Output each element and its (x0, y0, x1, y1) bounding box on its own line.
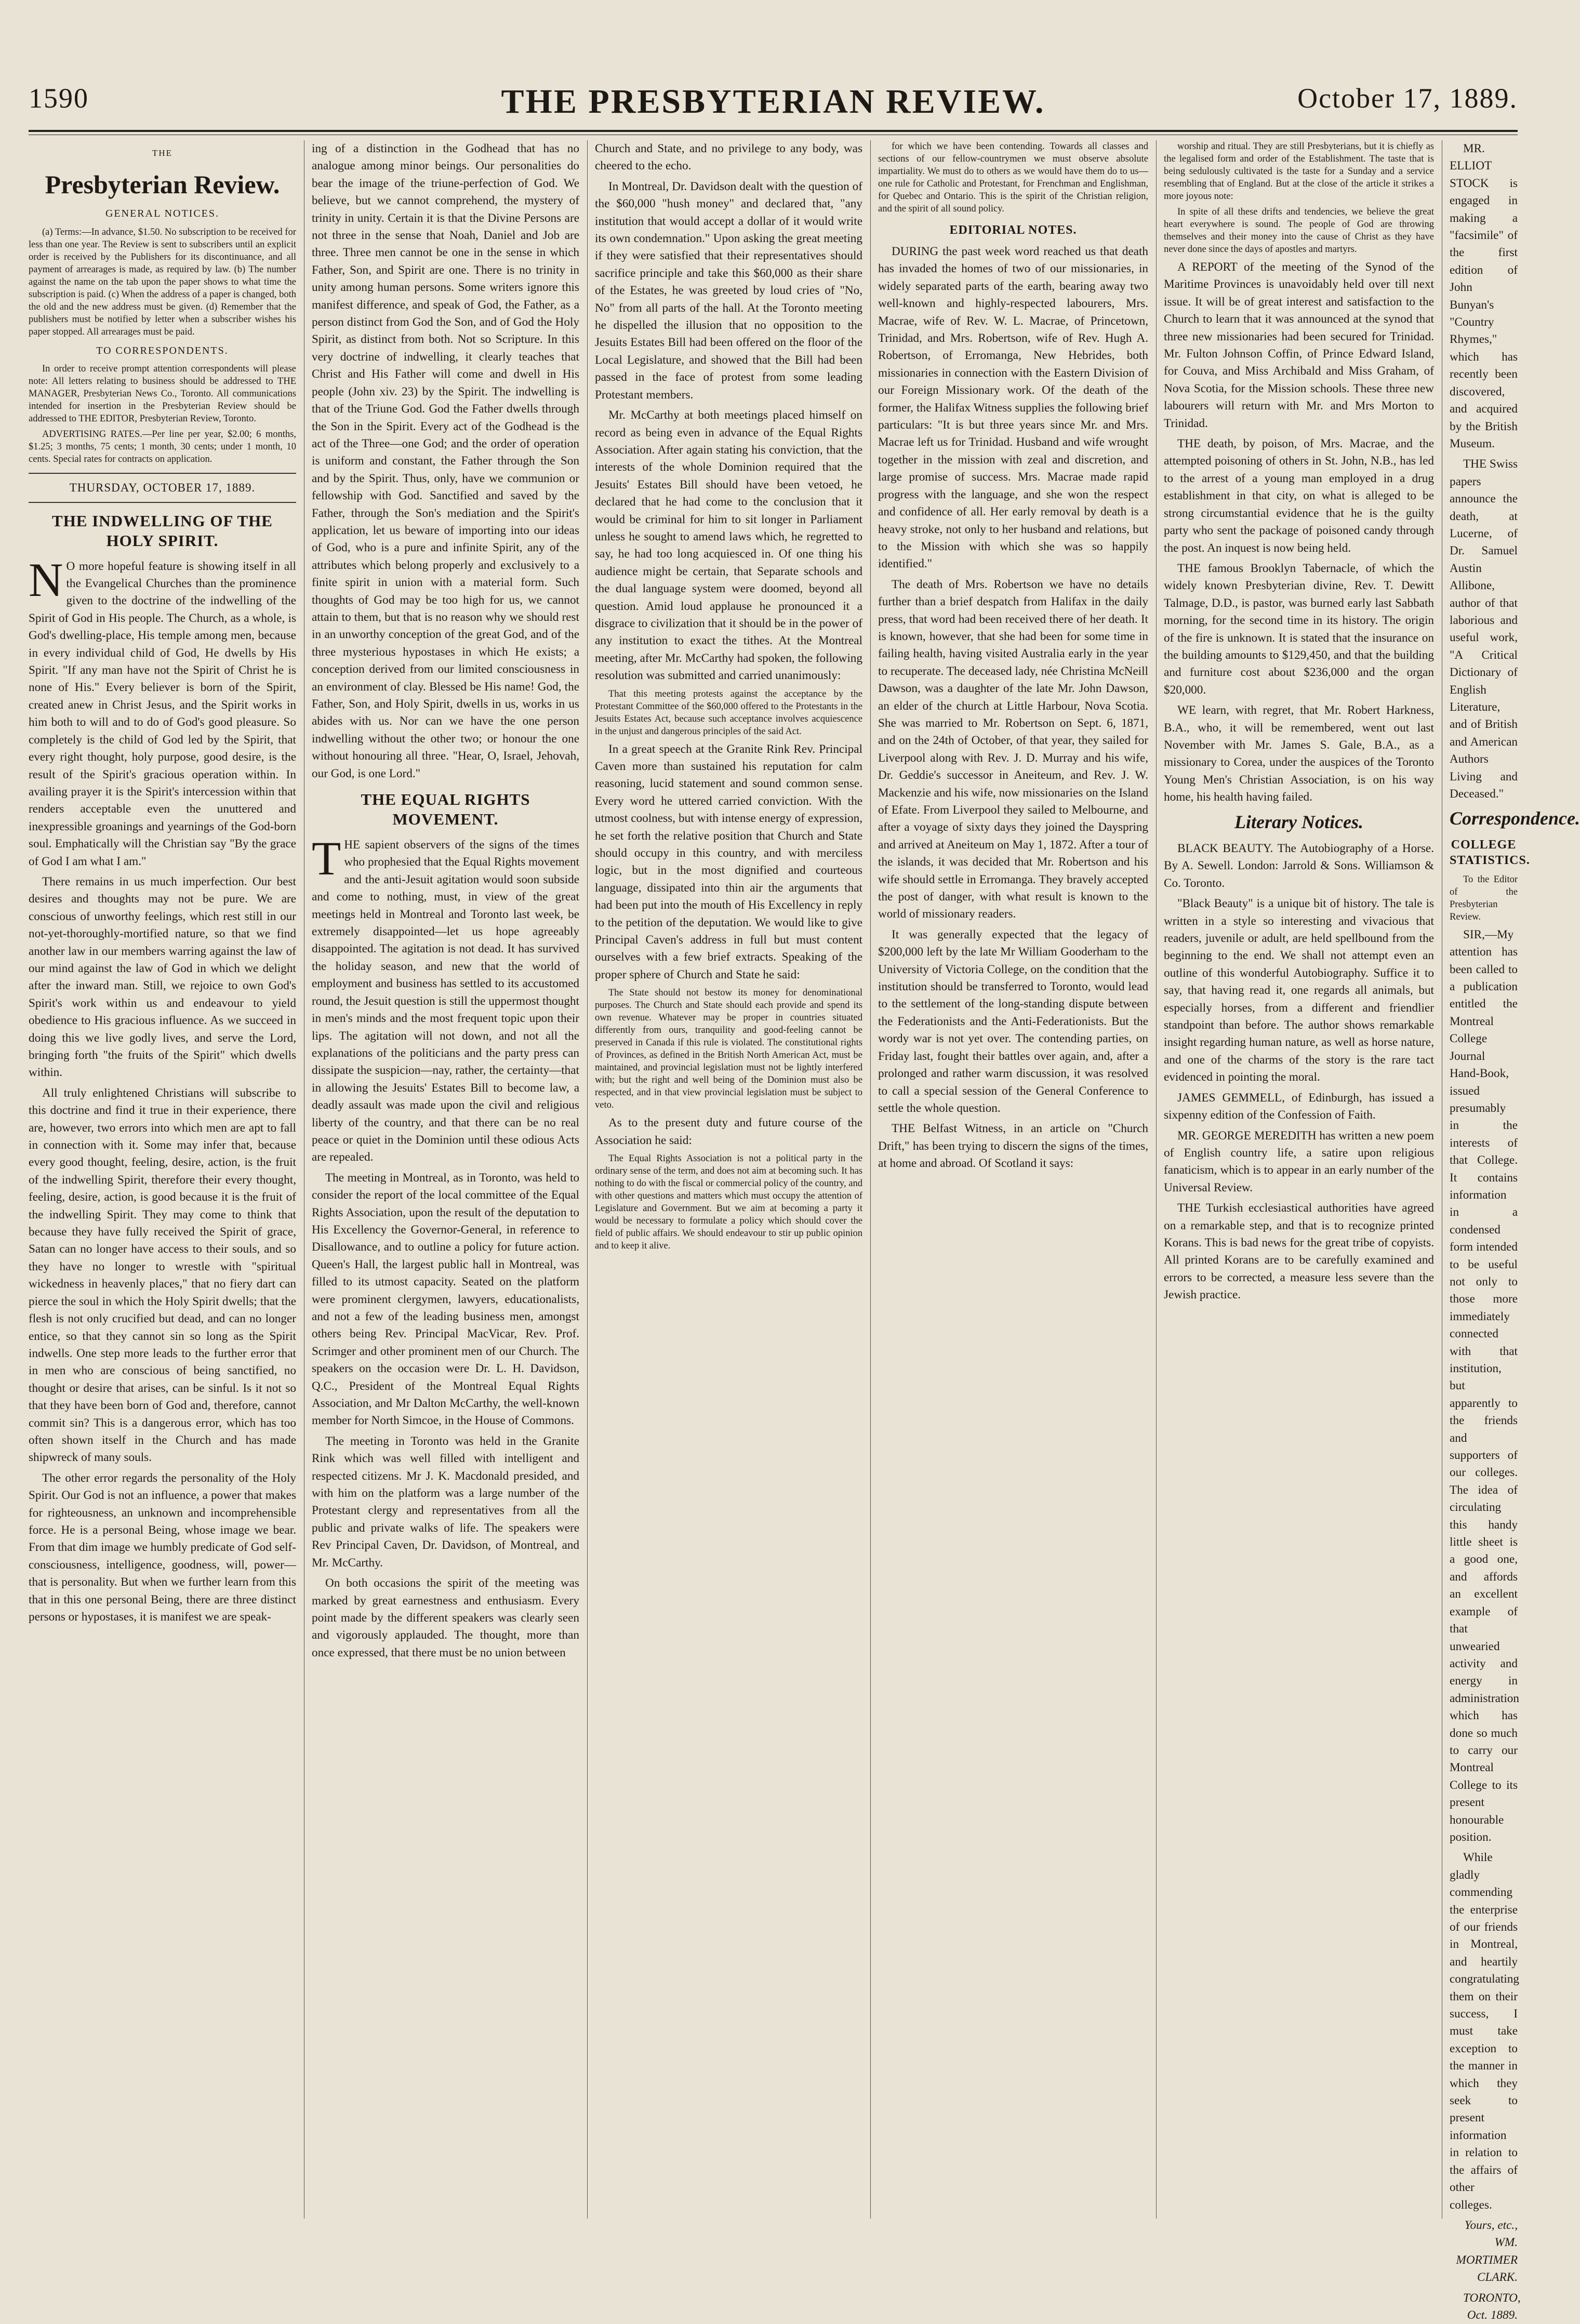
drop-cap: N (29, 553, 63, 606)
column-divider (587, 140, 588, 2219)
general-notices-heading: GENERAL NOTICES. (105, 208, 220, 220)
article-paragraph: As to the present duty and future course of the Association he said: (595, 1116, 862, 1147)
masthead-pre: THE (152, 148, 173, 158)
editorial-notes-heading: EDITORIAL NOTES. (949, 223, 1077, 237)
article-paragraph: MR. ELLIOT STOCK is engaged in making a "facsimile" of the first edition of John Bunyan's "Country Rhymes," which has recently been discovered, and acquired by the British Museum. (1450, 142, 1518, 450)
article-heading-equal-rights: THE EQUAL RIGHTS MOVEMENT. (361, 790, 530, 829)
article-paragraph: THE famous Brooklyn Tabernacle, of which the widely known Presbyterian divine, Rev. T. Dewitt Talmage, D.D., is pastor, was burned early last Sabbath morning, for the second time in its history. The origin of the fire is unknown. It is stated that the insurance on the building amounts to $129,450, and that the building and furniture cost about $236,000 and the organ $20,000. (1164, 561, 1434, 697)
resolution-text: That this meeting protests against the acceptance by the Protestant Committee of the $60,000 offered to the Protestants in the Jesuits Estates Act, because such acceptance involves acquiescence in the unjust and dangerous principles of the said Act. (595, 688, 862, 737)
page-number: 1590 (29, 83, 89, 114)
quoted-extract: In spite of all these drifts and tendencies, we believe the great heart everywhere is sound. The people of God are throwing themselves and their money into the cause of Christ as they have never done since the days of apostles and martyrs. (1164, 207, 1434, 255)
correspondents-heading: TO CORRESPONDENTS. (96, 344, 229, 356)
article-paragraph: All truly enlightened Christians will subscribe to this doctrine and find it true in their experience, there are, however, two errors into which men are apt to fall in connection with it. Some may infer that, because every good thought, feeling, desire, action, is the fruit of the indwelling Spirit, therefore their every thought, feeling, desire, action, is good because it is the fruit of the indwelling Spirit. They may come to think that because they have fully received the Spirit of grace, Satan can no longer have access to their souls, and so they have no longer to wrestle with "spiritual wickedness in heavenly places," that no fiery dart can pierce the soul in which the Holy Spirit dwells; that the flesh is not only crucified but dead, and can no longer entice, so that they cannot sin so long as the Spirit indwells. One step more leads to the further error that in men who are conscious of being sanctified, no thought or desire that arises, can be sinful. Is it not so that they have been born of God and, therefore, cannot commit sin? This is a dangerous error, which has too often shown itself in the Church and has made shipwreck of many souls. (29, 1086, 296, 1465)
issue-date: October 17, 1889. (1297, 83, 1518, 114)
article-paragraph: THE Belfast Witness, in an article on "Church Drift," has been trying to discern the signs of the times, at home and abroad. Of Scotland it says: (878, 1122, 1148, 1171)
article-paragraph: THE sapient observers of the signs of the times who prophesied that the Equal Rights movement and the anti-Jesuit agitation would soon subside and come to nothing, must, in view of the great meetings held in Montreal and Toronto last week, be extremely disappointed—let us hope agreeably disappointed. The agitation is not dead. It has survived the holiday season, and new that the world of employment and business has settled to its accustomed round, the Jesuit question is still the uppermost thought in men's minds and the most frequent topic upon their lips. The agitation will not down, and not all the explanations of the politicians and the party press can dissipate the suspicion—nay, rather, the certainty—that in allowing the Jesuits' Estates Bill to become law, a deadly assault was made upon the civil and religious liberty of the country, and that there can be no real peace or quiet in the Dominion until these odious Acts are repealed. (312, 832, 579, 1164)
quoted-extract: The Equal Rights Association is not a political party in the ordinary sense of the term, and does not aim at becoming such. It has nothing to do with the fiscal or commercial policy of the country, and with other questions and matters which must occupy the attention of Legislature and Government. But we aim at becoming a party it would be necessary to formulate a policy which should cover the field of public affairs. We should endeavour to stir up public opinion and to keep it alive. (595, 1153, 862, 1252)
article-heading-indwelling: THE INDWELLING OF THE HOLY SPIRIT. (52, 511, 273, 550)
article-paragraph: THE Turkish ecclesiastical authorities have agreed on a remarkable step, and that is to recognize printed Korans. This is bad news for the great tribe of copyists. All printed Korans are to be carefully examined and errors to be corrected, a measure less severe than the Jewish practice. (1164, 1201, 1434, 1302)
page-title: THE PRESBYTERIAN REVIEW. (501, 83, 1045, 121)
article-paragraph: THE Swiss papers announce the death, at Lucerne, of Dr. Samuel Austin Allibone, author of that laborious and useful work, "A Critical Dictionary of English Literature, and of British and American Authors Living and Deceased." (1450, 457, 1518, 801)
quoted-extract: for which we have been contending. Towards all classes and sections of our fellow-countrymen we must observe absolute impartiality. We must do to others as we would have them do to us—one rule for Catholic and Protestant, for Frenchman and Englishman, for Quebec and Ontario. This is the spirit of the Christian religion, and the spirit of all sound policy. (878, 141, 1148, 214)
column-4 (878, 140, 1148, 2219)
newspaper-page (29, 21, 1580, 2322)
to-editor-line: To the Editor of the Presbyterian Review. (1450, 874, 1518, 922)
literary-notices-heading: Literary Notices. (1234, 811, 1363, 832)
article-paragraph: MR. GEORGE MEREDITH has written a new poem of English country life, a satire upon religious fanaticism, which is to appear in an early number of the Universal Review. (1164, 1128, 1434, 1194)
college-statistics-heading: COLLEGE STATISTICS. (1450, 838, 1530, 867)
issue-dateline: THURSDAY, OCTOBER 17, 1889. (29, 473, 296, 502)
article-paragraph: JAMES GEMMELL, of Edinburgh, has issued a sixpenny edition of the Confession of Faith. (1164, 1091, 1434, 1122)
article-paragraph: On both occasions the spirit of the meeting was marked by great earnestness and enthusiasm. Every point made by the different speakers was clearly seen and vigorously applauded. The thought, more than once expressed, that there must be no union between (312, 1576, 579, 1659)
article-paragraph: While gladly commending the enterprise of our friends in Montreal, and heartily congratulating them on their success, I must take exception to the manner in which they seek to present information in relation to the affairs of other colleges. (1450, 1851, 1519, 2212)
column-3 (595, 140, 862, 2219)
column-6 (1450, 140, 1580, 2322)
article-paragraph: SIR,—My attention has been called to a publication entitled the Montreal College Journal Hand-Book, issued presumably in the interests of that College. It contains information in a condensed form intended to be useful not only to those more immediately connected with that institution, but apparently to the friends and supporters of our colleges. The idea of circulating this handy little sheet is a good one, and affords an excellent example of that unwearied activity and energy in administration which has done so much to carry our Montreal College to its present honourable position. (1450, 927, 1519, 1844)
article-paragraph: "Black Beauty" is a unique bit of history. The tale is written in a style so interesting and vivacious that readers, juvenile or adult, are held spellbound from the beginning to the end. We shall not attempt even an outline of this wonderful Autobiography. Suffice it to say, that having read it, one regards all animals, but especially horses, from a different and friendlier standpoint than before. The author shows remarkable insight regarding human nature, as well as horse nature, and one of the charms of the story is the rare tact evidenced in pointing the moral. (1164, 897, 1434, 1084)
column-divider (870, 140, 871, 2219)
quoted-extract: worship and ritual. They are still Presbyterians, but it is chiefly as the legalised form and order of the Establishment. The taste that is being sedulously cultivated is the taste for a Sunday and a service resembling that of England. But at the close of the article it strikes a more joyous note: (1164, 141, 1434, 202)
advertising-rates: ADVERTISING RATES.—Per line per year, $2.00; 6 months, $1.25; 3 months, 75 cents; 1 month, 30 cents; under 1 month, 10 cents. Special rates for contracts on application. (29, 429, 296, 465)
article-paragraph: It was generally expected that the legacy of $200,000 left by the late Mr William Gooderham to the University of Victoria College, on the condition that the institution should be transferred to Toronto, would lead to the settlement of the long-standing dispute between the Federationists and the Anti-Federationists. But the wordy war is not yet over. The contending parties, on Friday last, fought their battles over again, and, after a prolonged and rather warm discussion, it was resolved to call a special session of the General Conference to settle the whole question. (878, 927, 1148, 1115)
article-paragraph: DURING the past week word reached us that death has invaded the homes of two of our missionaries, in widely separated parts of the earth, bearing away two well-known and highly-respected labourers, Mrs. Macrae, wife of Rev. W. L. Macrae, of Princetown, Trinidad, and Mrs. Robertson, wife of Rev. Hugh A. Robertson, of Erromanga, New Hebrides, both missionaries in connection with the Eastern Division of our Foreign Missionary work. Of the death of the former, the Halifax Witness supplies the following brief particulars: "It is but three years since Mr. and Mrs. Macrae left us for Trinidad. Husband and wife wrought together in the mission with zeal and discretion, and large promise of success. Mrs. Macrae made rapid progress with the language, and she won the respect and confidence of all. Her early removal by death is a heavy stroke, not only to her husband and relations, but to the Mission with which she was so happily identified." (878, 245, 1148, 571)
column-2 (312, 140, 579, 2219)
article-paragraph: The meeting in Toronto was held in the Granite Rink which was well filled with intelligent and respected citizens. Mr J. K. Macdonald presided, and with him on the platform was a large number of the Protestant clergy and representatives from all the public and private walks of life. The speakers were Rev Principal Caven, Dr. Davidson, of Montreal, and Mr. McCarthy. (312, 1434, 579, 1570)
column-divider (1156, 140, 1157, 2219)
article-paragraph: In Montreal, Dr. Davidson dealt with the question of the $60,000 "hush money" and declared that, "any institution that would accept a dollar of it would write its own condemnation." Upon asking the great meeting if they were satisfied that their representatives should sacrifice principle and take this $60,000 as their share of the Estates, he was greeted by loud cries of "No, No" from all parts of the hall. At the Toronto meeting he dispelled the illusion that no opposition to the Jesuits Estates Bill had been offered on the floor of the Local Legislature, and showed that the Bill had been passed in the face of protest from some leading Protestant members. (595, 179, 862, 402)
article-paragraph: In a great speech at the Granite Rink Rev. Principal Caven more than sustained his reputation for calm reasoning, lucid statement and sound common sense. Every word he uttered carried conviction. With the utmost coolness, but with intense energy of expression, he set forth the relative position that Church and State should occupy in this country, and with merciless logic, but in the most dignified and courteous language, dissipated into thin air the arguments that had been put into the mouth of His Excellency in reply to the petition of the deputation. We would like to give Principal Caven's address in full but must content ourselves with a few brief extracts. Speaking of the proper sphere of Church and State he said: (595, 742, 862, 981)
article-paragraph: THE death, by poison, of Mrs. Macrae, and the attempted poisoning of others in St. John, N.B., has led to the arrest of a young man employed in a drug establishment in that city, on what is alleged to be strong circumstantial evidence that he is the guilty party who sent the package of poisoned candy through the post. An inquest is now being held. (1164, 437, 1434, 555)
correspondents-text: In order to receive prompt attention correspondents will please note: All letters relating to business should be addressed to THE MANAGER, Presbyterian News Co., Toronto. All communications intended for insertion in the Presbyterian Review should be addressed to THE EDITOR, Presbyterian Review, Toronto. (29, 364, 296, 424)
article-paragraph: The meeting in Montreal, as in Toronto, was held to consider the report of the local committee of the Equal Rights Association, upon the result of the deputation to His Excellency the Governor-General, in reference to Disallowance, and to outline a policy for future action. Queen's Hall, the largest public hall in Montreal, was filled to its utmost capacity. Seated on the platform were prominent clergymen, lawyers, educationalists, and not a few of the leading business men, amongst others being Rev. Principal MacVicar, Rev. Prof. Scrimger and other prominent men of our Church. The speakers on the occasion were Dr. L. H. Davidson, Q.C., President of the Montreal Equal Rights Association, and Mr Dalton McCarthy, the well-known member for North Simcoe, in the House of Commons. (312, 1171, 579, 1428)
column-1 (29, 140, 296, 2219)
signature: Yours, etc., WM. MORTIMER CLARK. (1456, 2218, 1518, 2285)
article-paragraph: The death of Mrs. Robertson we have no details further than a brief despatch from Halifax in the daily press, that word had been received there of her death. It is known, however, that she had been for some time in failing health, having visited Australia early in the year to recuperate. The deceased lady, née Christina McNeill Dawson, was a daughter of the late Mr. John Dawson, an elder of the church at Little Harbour, Nova Scotia. She was married to Mr. Robertson on Sept. 6, 1871, and on the 24th of October, of that year, they sailed for Liverpool along with Rev. J. D. Murray and his wife, Dr. Geddie's successor in Aneiteum, and Rev. J. W. Mackenzie and his wife, now missionaries on the Island of Efate. From Liverpool they sailed to Melbourne, and after a voyage of sixty days they joined the Dayspring and arrived at Aneiteum on May 1, 1872. After a tour of the islands, it was decided that Mr. Robertson and his wife should settle in Erromanga. They bravely accepted the post of danger, with what result is known to the world of missionary readers. (878, 577, 1148, 921)
page-header (29, 82, 1518, 124)
article-paragraph: There remains in us much imperfection. Our best desires and thoughts may not be pure. We are conscious of unworthy feelings, which rest still in our not-yet-thoroughly-mortified nature, so that we find another law in our members warring against the law of our mind against the law of God in which we delight after the inward man. Still, we rejoice to own God's Spirit's work within us and endeavour to yield obedience to His gracious influence. As we succeed in doing this we live godly lives, and serve the Lord, bringing forth "the fruits of the Spirit" which dwells within. (29, 874, 296, 1080)
signature-place: TORONTO, Oct. 1889. (1463, 2291, 1521, 2322)
article-paragraph: Mr. McCarthy at both meetings placed himself on record as being even in advance of the Equal Rights Association. After again stating his conviction, that the interests of the whole Dominion required that the Jesuits' Estates Bill should have been vetoed, he declared that he had come to the conclusion that it would be criminal for him to sit longer in Parliament unless he sought to amend laws which, he regretted to say, he had too long acquiesced in. Of one thing his audience might be certain, that Separate schools and the dual language system were doomed, beyond all question. Amid loud applause he pronounced it a disgrace to civilization that it should be in the power of any institution to exact the tithes. At the Montreal meeting, after Mr. McCarthy had spoken, the following resolution was submitted and carried unanimously: (595, 408, 862, 683)
article-paragraph: The other error regards the personality of the Holy Spirit. Our God is not an influence, a power that makes for righteousness, an unknown and incomprehensible force. He is a personal Being, whose image we bear. From that dim image we humbly predicate of God self-consciousness, intelligence, goodness, will, power—that is personality. But when we further learn from this that in this one personal Being, there are three distinct persons or hypostases, it is manifest we are speak- (29, 1471, 296, 1624)
general-notices-text: (a) Terms:—In advance, $1.50. No subscription to be received for less than one year. The Review is sent to subscribers until an explicit order is received by the Publishers for its discontinuance, and all payment of arrearages is made, as required by law. (b) The number against the name on the tab upon the paper shows to what time the subscription is paid. (c) When the address of a paper is changed, both the old and the new address must be given. (d) Remember that the publishers must be notified by letter when a subscriber wishes his paper stopped. All arrearages must be paid. (29, 227, 296, 337)
quoted-extract: The State should not bestow its money for denominational purposes. The Church and State should each provide and spend its own revenue. Whatever may be proper in countries situated differently from ours, tranquility and good-feeling cannot be preserved in Canada if this rule is violated. The constitutional rights of Provinces, as defined in the British North American Act, must be maintained, and provincial legislation must not be lightly interfered with; but the right and well being of the Dominion must also be respected, and in that view provincial legislation must be subject to veto. (595, 988, 862, 1111)
column-5 (1164, 140, 1434, 2219)
article-paragraph: Church and State, and no privilege to any body, was cheered to the echo. (595, 142, 862, 173)
masthead-title: Presbyterian Review. (45, 170, 280, 200)
header-rule (29, 130, 1518, 135)
correspondence-heading: Correspondence. (1450, 808, 1580, 829)
drop-cap: T (312, 832, 341, 885)
article-paragraph: BLACK BEAUTY. The Autobiography of a Horse. By A. Sewell. London: Jarrold & Sons. Williamson & Co. Toronto. (1164, 842, 1434, 890)
article-paragraph: ing of a distinction in the Godhead that has no analogue among minor beings. Our personalities do bear the image of the triune-perfection of God. We believe, but we cannot comprehend, the mystery of trinity in unity. Certain it is that the Divine Persons are not three in the sense that Noah, Daniel and Job are three. Three men cannot be one in the sense in which Father, Son, and Spirit are one. There is no trinity in unity among human persons. Some writers ignore this manifest difference, and speak of God, the Father, as a person distinct from God the Son, and of God the Holy Spirit, as distinct from both. Not so Scripture. In this very doctrine of indwelling, it clearly teaches that Christ and His Father will come and dwell in His people (John xiv. 23) by the Spirit. The indwelling is that of the Triune God. God the Father dwells through the Son in the Spirit. Every act of the Godhead is the act of the Three—one God; and the order of operation is uniform and constant, the Father through the Son and by the Spirit. Thus, only, have we communion or fellowship with God. Sanctified and saved by the Father, through the Son's mediation and the Spirit's application, let us beware of importing into our ideas of God, who is a pure and infinite Spirit, any of the attributes which belong properly and exclusively to a finite spirit in union with a material form. Such thoughts of God may be too high for us, we cannot attain to them, but that is no reason why we should rest in an unworthy conception of the great God, and of the three mysterious hypostases in which He exists; a conception derived from our limited consciousness in an environment of clay. Blessed be His name! God, the Father, Son, and Holy Spirit, dwells in us, works in us abides with us. Nor can we have the one person indwelling without the other two; or honour the one without honouring all three. "Hear, O, Israel, Jehovah, our God, is one Lord." (312, 142, 579, 780)
article-paragraph: N O more hopeful feature is showing itself in all the Evangelical Churches than the prominence given to the doctrine of the indwelling of the Spirit of God in His people. The Church, as a whole, is God's dwelling-place, His temple among men, because in every individual child of God, He dwells by His Spirit. "If any man have not the Spirit of Christ he is none of His." Every believer is born of the Spirit, created anew in Christ Jesus, and the Spirit works in him both to will and to do of God's good pleasure. So completely is the child of God led by the Spirit, that every right thought, holy purpose, good desire, is the result of the Spirit's gracious operation within. In availing prayer it is the Spirit's intercession within that renders acceptable even the unuttered and inexpressible groanings and yearnings of the God-born soul. Emphatically will the Christian say "By the grace of God I am what I am." (29, 553, 296, 868)
article-paragraph: A REPORT of the meeting of the Synod of the Maritime Provinces is unavoidably held over till next issue. It will be of great interest and satisfaction to the Church to learn that it was announced at the synod that three new missionaries had been secured for Trinidad. Mr. Fulton Johnson Coffin, of Prince Edward Island, for Couva, and Miss Archibald and Miss Graham, of Nova Scotia, for the Mission schools. These three new labourers will return with Mr. and Mrs Morton to Trinidad. (1164, 260, 1434, 430)
article-paragraph: WE learn, with regret, that Mr. Robert Harkness, B.A., who, it will be remembered, went out last November with Mr. James S. Gale, B.A., as a missionary to Corea, under the auspices of the Toronto Young Men's Christian Association, is on his way home, his health having failed. (1164, 703, 1434, 804)
